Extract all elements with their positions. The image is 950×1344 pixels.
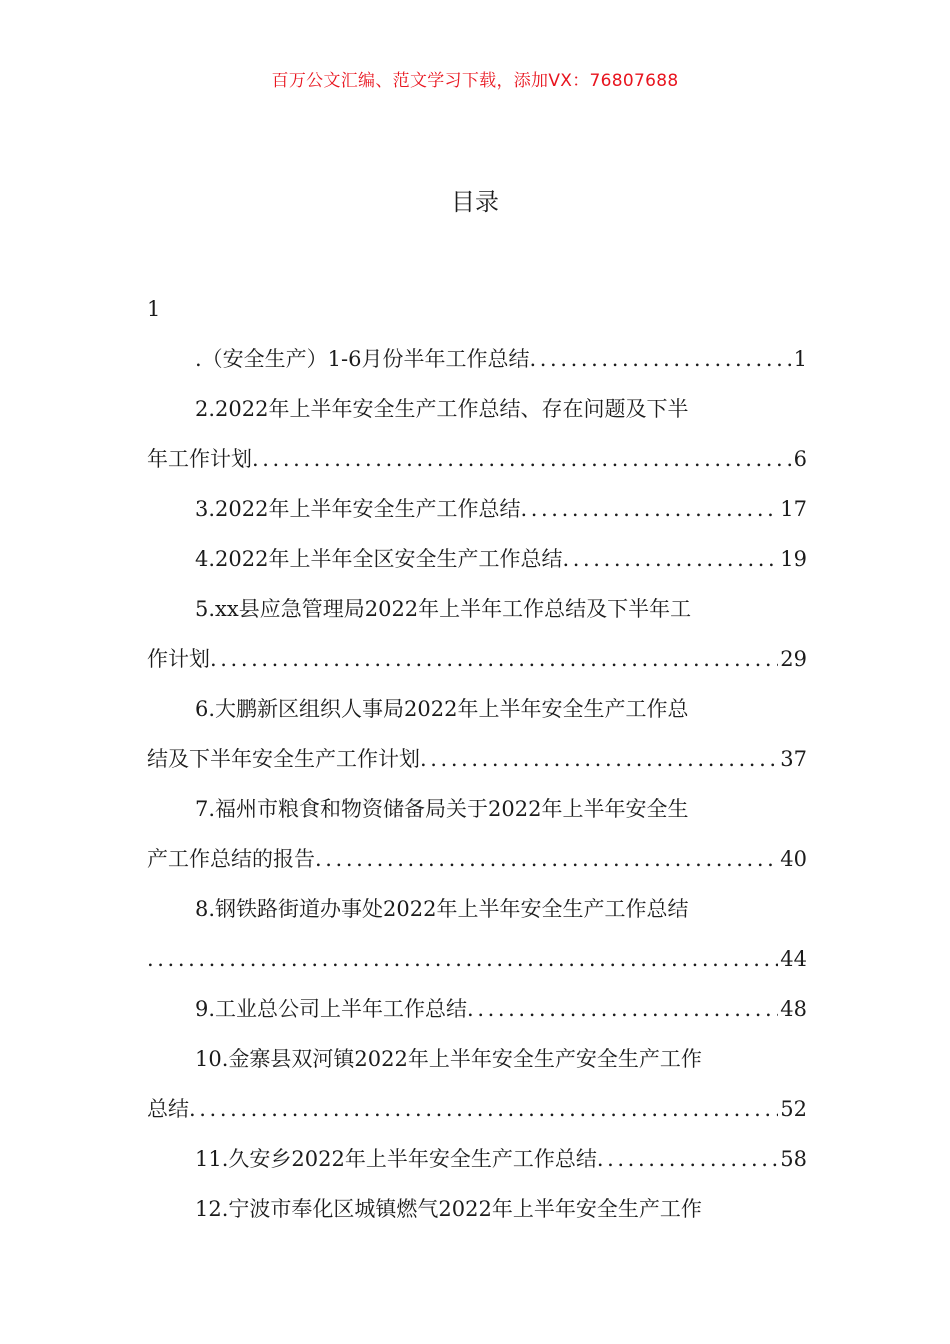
toc-entry-title: 7.福州市粮食和物资储备局关于2022年上半年安全生 (195, 797, 689, 821)
toc-entry-page: 37 (780, 747, 807, 771)
toc-entry-page: 52 (780, 1097, 807, 1121)
dot-leader (210, 634, 778, 684)
dot-leader (147, 934, 778, 984)
toc-entry-title: 8.钢铁路街道办事处2022年上半年安全生产工作总结 (195, 897, 689, 921)
toc-entry[interactable] (147, 1034, 807, 1084)
toc-entry-continuation[interactable] (147, 934, 807, 984)
toc-entry-title: 产工作总结的报告 (147, 847, 315, 871)
toc-entry[interactable] (147, 384, 807, 434)
toc-entry[interactable] (147, 884, 807, 934)
toc-entry[interactable] (147, 684, 807, 734)
toc-entry-page: 44 (780, 947, 807, 971)
toc-entry[interactable] (147, 584, 807, 634)
toc-entry-page: 19 (780, 547, 807, 571)
toc-entry[interactable] (147, 1184, 807, 1234)
toc-entry-title: 12.宁波市奉化区城镇燃气2022年上半年安全生产工作 (195, 1197, 702, 1221)
toc-entry-continuation[interactable] (147, 434, 807, 484)
toc-entry-title: 3.2022年上半年安全生产工作总结 (195, 497, 521, 521)
dot-leader (189, 1084, 778, 1134)
toc-entry-title: .（安全生产）1-6月份半年工作总结 (195, 347, 530, 371)
toc-entry-title: 结及下半年安全生产工作计划 (147, 747, 420, 771)
toc-entry[interactable] (147, 984, 807, 1034)
toc-entry-page: 29 (780, 647, 807, 671)
toc-entry-title: 11.久安乡2022年上半年安全生产工作总结 (195, 1147, 597, 1171)
dot-leader (520, 484, 778, 534)
dot-leader (530, 334, 792, 384)
table-of-contents (147, 284, 807, 1234)
dot-leader (562, 534, 778, 584)
toc-entry[interactable] (147, 784, 807, 834)
toc-entry-title: 9.工业总公司上半年工作总结 (195, 997, 468, 1021)
toc-entry-page: 48 (780, 997, 807, 1021)
toc-entry-page: 1 (793, 347, 807, 371)
toc-entry-title: 6.大鹏新区组织人事局2022年上半年安全生产工作总 (195, 697, 689, 721)
toc-entry-page: 58 (780, 1147, 807, 1171)
watermark-header: 百万公文汇编、范文学习下载，添加VX：76807688 (271, 71, 679, 91)
toc-entry-title: 4.2022年上半年全区安全生产工作总结 (195, 547, 563, 571)
toc-entry-title: 总结 (147, 1097, 189, 1121)
toc-entry-page: 6 (793, 447, 807, 471)
toc-entry[interactable] (147, 1134, 807, 1184)
toc-entry-page: 40 (780, 847, 807, 871)
dot-leader (315, 834, 778, 884)
toc-entry-title: 2.2022年上半年安全生产工作总结、存在问题及下半 (195, 397, 689, 421)
toc-entry-continuation[interactable] (147, 634, 807, 684)
dot-leader (597, 1134, 778, 1184)
page-title: 目录 (451, 188, 499, 216)
toc-entry[interactable] (147, 534, 807, 584)
toc-lead-number: 1 (147, 297, 161, 321)
toc-entry-continuation[interactable] (147, 1084, 807, 1134)
toc-entry-page: 17 (780, 497, 807, 521)
toc-entry-title: 5.xx县应急管理局2022年上半年工作总结及下半年工 (195, 597, 692, 621)
toc-entry-title: 作计划 (147, 647, 210, 671)
toc-entry-continuation[interactable] (147, 834, 807, 884)
dot-leader (467, 984, 778, 1034)
toc-entry-title: 10.金寨县双河镇2022年上半年安全生产安全生产工作 (195, 1047, 702, 1071)
toc-entry[interactable] (147, 484, 807, 534)
dot-leader (252, 434, 792, 484)
toc-entry[interactable] (147, 334, 807, 384)
dot-leader (420, 734, 778, 784)
toc-entry-continuation[interactable] (147, 734, 807, 784)
toc-entry-title: 年工作计划 (147, 447, 252, 471)
